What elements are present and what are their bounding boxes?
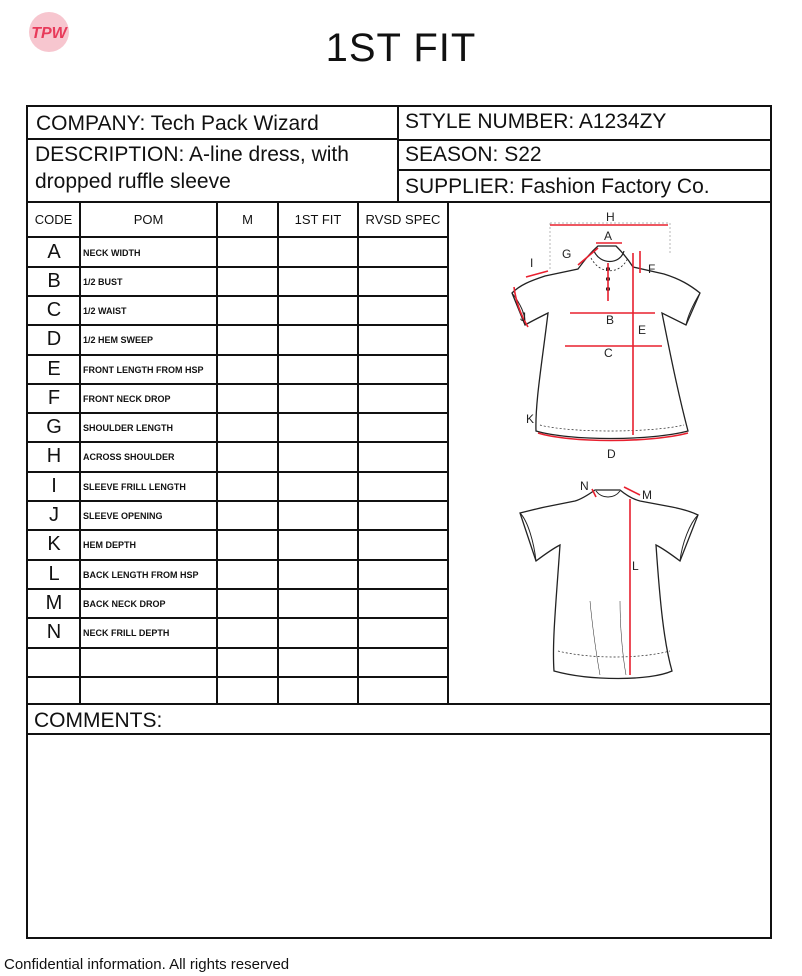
table-row xyxy=(28,325,448,354)
table-row xyxy=(28,384,448,413)
row-pom: HEM DEPTH xyxy=(83,540,137,550)
row-code: F xyxy=(47,387,61,409)
table-row xyxy=(28,238,448,267)
column-header-1st-fit: 1ST FIT xyxy=(294,212,342,227)
row-code: N xyxy=(46,621,62,643)
row-pom: BACK NECK DROP xyxy=(83,599,166,609)
brand-logo-text: TPW xyxy=(31,25,67,42)
row-code: M xyxy=(45,592,63,614)
row-code: B xyxy=(47,270,61,292)
front-measure-lines xyxy=(514,225,688,441)
season-field: SEASON: S22 xyxy=(405,143,542,166)
description-field: DESCRIPTION: A-line dress, with dropped ruffle sleeve xyxy=(35,143,349,193)
row-pom: SHOULDER LENGTH xyxy=(83,423,173,433)
column-header-m: M xyxy=(242,212,253,227)
row-pom: 1/2 BUST xyxy=(83,277,123,287)
row-pom: SLEEVE FRILL LENGTH xyxy=(83,482,186,492)
back-label: N xyxy=(580,479,589,493)
row-code: I xyxy=(51,475,57,497)
row-pom: FRONT NECK DROP xyxy=(83,394,171,404)
table-row xyxy=(28,677,448,706)
row-code: G xyxy=(46,416,62,438)
back-label: M xyxy=(642,488,652,502)
back-measure-lines xyxy=(592,487,640,675)
table-row xyxy=(28,413,448,442)
table-row xyxy=(28,296,448,325)
row-pom: ACROSS SHOULDER xyxy=(83,452,175,462)
supplier-field: SUPPLIER: Fashion Factory Co. xyxy=(405,175,710,198)
row-pom: NECK FRILL DEPTH xyxy=(83,628,170,638)
row-pom: BACK LENGTH FROM HSP xyxy=(83,570,199,580)
back-label: L xyxy=(632,559,639,573)
front-label: A xyxy=(604,229,613,243)
front-label: H xyxy=(606,210,615,224)
column-header-rvsd-spec: RVSD SPEC xyxy=(365,212,441,227)
table-row xyxy=(28,355,448,384)
table-row xyxy=(28,267,448,296)
table-row xyxy=(28,560,448,589)
table-row xyxy=(28,648,448,677)
table-row xyxy=(28,501,448,530)
front-label: F xyxy=(648,262,656,276)
row-pom: NECK WIDTH xyxy=(83,248,141,258)
row-pom: 1/2 WAIST xyxy=(83,306,127,316)
front-label: K xyxy=(526,412,535,426)
front-label: B xyxy=(606,313,615,327)
row-code: E xyxy=(47,358,61,380)
company-field: COMPANY: Tech Pack Wizard xyxy=(36,112,319,135)
row-code: D xyxy=(46,328,62,350)
column-header-code: CODE xyxy=(34,212,73,227)
table-row xyxy=(28,472,448,501)
front-label: E xyxy=(638,323,647,337)
comments-label: COMMENTS: xyxy=(34,709,163,732)
front-dress-sketch xyxy=(512,223,700,439)
row-pom: FRONT LENGTH FROM HSP xyxy=(83,365,204,375)
column-header-pom: POM xyxy=(133,212,164,227)
table-row xyxy=(28,589,448,618)
front-label: G xyxy=(562,247,572,261)
table-row xyxy=(28,530,448,559)
table-row xyxy=(28,442,448,471)
row-code: C xyxy=(46,299,62,321)
row-code: H xyxy=(46,445,62,467)
style-number-field: STYLE NUMBER: A1234ZY xyxy=(405,110,667,133)
page-title: 1ST FIT xyxy=(325,26,477,70)
front-measure-labels xyxy=(520,210,655,461)
back-dress-sketch xyxy=(520,490,698,679)
front-label: D xyxy=(607,447,616,461)
header-divider xyxy=(397,105,399,202)
front-label: C xyxy=(604,346,613,360)
row-code: A xyxy=(47,241,61,263)
front-label: J xyxy=(520,310,526,324)
footer-confidential: Confidential information. All rights reserved xyxy=(4,956,290,973)
front-label: I xyxy=(530,256,534,270)
comments-textarea[interactable] xyxy=(28,735,770,937)
table-row xyxy=(28,618,448,647)
garment-sketch xyxy=(450,203,770,701)
header-divider xyxy=(26,138,399,140)
row-code: K xyxy=(47,533,61,555)
row-pom: 1/2 HEM SWEEP xyxy=(83,335,154,345)
header-divider xyxy=(397,169,772,171)
row-pom: SLEEVE OPENING xyxy=(83,511,163,521)
row-code: J xyxy=(49,504,59,526)
row-code: L xyxy=(48,563,60,585)
